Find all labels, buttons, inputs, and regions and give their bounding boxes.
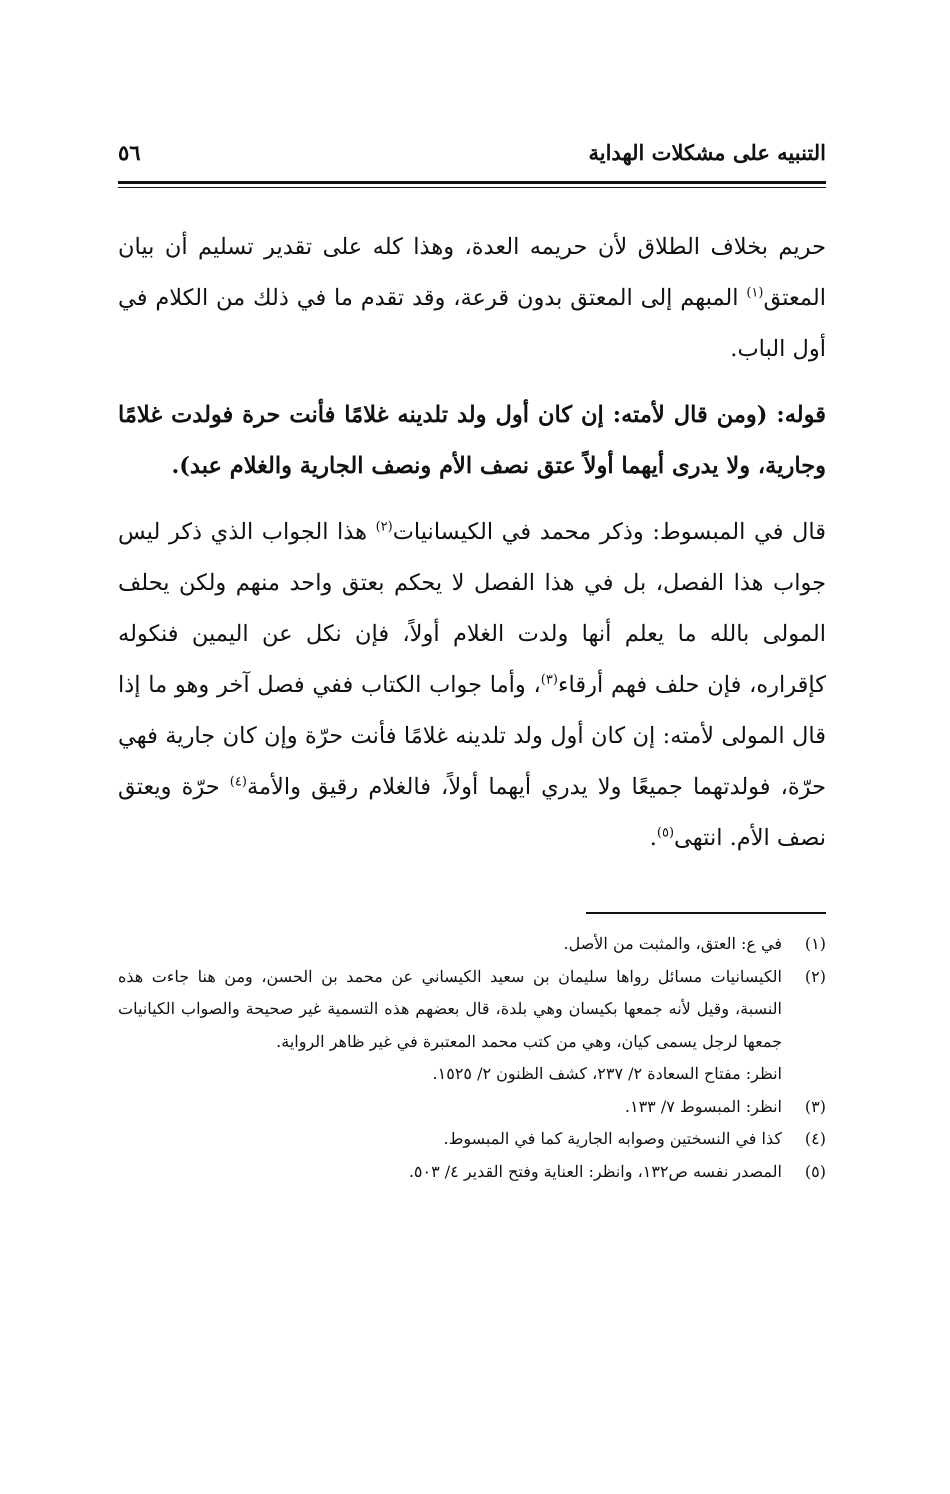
footnote-number: (١)	[804, 934, 826, 953]
footnote-5	[118, 1156, 826, 1189]
footnote-2	[118, 961, 826, 1059]
paragraph-3-text-b: هذا الجواب الذي ذكر ليس جواب هذا الفصل، بل في هذا الفصل لا يحكم بعتق واحد منهم ولكن يحلف المولى بالله ما يعلم أنها ولدت الغلام أولاً، فإن نكل عن اليمين فنكوله كإقراره، فإن حلف فهم أرقاء	[118, 519, 826, 698]
paragraph-1-text-a: حريم بخلاف الطلاق لأن حريمه العدة، وهذا كله على تقدير تسليم أن بيان المعتق	[118, 234, 826, 311]
footnote-number: (٤)	[804, 1129, 826, 1148]
footnote-separator	[586, 912, 826, 914]
footnote-text: الكيسانيات مسائل رواها سليمان بن سعيد الكيساني عن محمد بن الحسن، ومن هنا جاءت هذه النسبة، وقيل لأنه جمعها بكيسان وهي بلدة، قال بعضهم هذه التسمية غير صحيحة والصواب الكيانيات جمعها لرجل يسمى كيان، وهي من كتب محمد المعتبرة في غير ظاهر الرواية.	[118, 966, 782, 1051]
footnote-ref-4: (٤)	[229, 774, 247, 790]
footnote-3	[118, 1091, 826, 1124]
paragraph-3-text-d: حرّة ويعتق نصف الأم. انتهى	[118, 774, 826, 851]
footnote-ref-5: (٥)	[656, 825, 675, 841]
header-rule	[118, 181, 826, 184]
paragraph-3-text-c: ، وأما جواب الكتاب ففي فصل آخر وهو ما إذا قال المولى لأمته: إن كان أول ولد تلدينه غلامًا فأنت حرّة وإن كان جارية فهي حرّة، فولدتهما جميعًا ولا يدري أيهما أولاً، فالغلام رقيق والأمة	[118, 672, 827, 800]
footnote-number: (٥)	[804, 1161, 826, 1181]
footnote-text: المصدر نفسه ص١٣٢، وانظر: العناية وفتح القدير ٤/ ٥٠٣.	[408, 1161, 782, 1181]
running-title: التنبيه على مشكلات الهداية	[588, 140, 826, 165]
footnote-ref-3: (٣)	[540, 672, 558, 688]
paragraph-2-quoted-text: قوله: (ومن قال لأمته: إن كان أول ولد تلدينه غلامًا فأنت حرة فولدت غلامًا وجارية، ولا يدرى أيهما أولاً عتق نصف الأم ونصف الجارية والغلام عبد).	[118, 402, 826, 479]
footnotes	[118, 928, 826, 1188]
footnote-2-reference	[118, 1058, 826, 1091]
paragraph-3	[118, 507, 826, 864]
footnote-ref-2: (٢)	[375, 519, 393, 535]
paragraph-1	[118, 222, 826, 375]
footnote-number: (٢)	[804, 966, 826, 986]
main-text	[118, 222, 826, 879]
footnote-4	[118, 1123, 826, 1156]
footnote-text: انظر: المبسوط ٧/ ١٣٣.	[624, 1096, 782, 1116]
page-number: ٥٦	[118, 140, 141, 165]
header-rule-thin	[118, 187, 826, 188]
footnote-ref-1: (١)	[746, 285, 764, 301]
footnote-text: كذا في النسختين وصوابه الجارية كما في المبسوط.	[443, 1129, 782, 1148]
paragraph-3-text-e: .	[649, 825, 657, 851]
footnote-number: (٣)	[804, 1096, 826, 1116]
footnote-text: في ع: العتق، والمثبت من الأصل.	[563, 934, 782, 953]
footnote-1	[118, 928, 826, 961]
paragraph-3-text-a: قال في المبسوط: وذكر محمد في الكيسانيات	[392, 519, 826, 545]
paragraph-1-text-b: المبهم إلى المعتق بدون قرعة، وقد تقدم ما في ذلك من الكلام في أول الباب.	[118, 285, 826, 362]
footnote-text: انظر: مفتاح السعادة ٢/ ٢٣٧، كشف الظنون ٢/ ١٥٢٥.	[432, 1064, 782, 1083]
page-header	[118, 140, 826, 176]
